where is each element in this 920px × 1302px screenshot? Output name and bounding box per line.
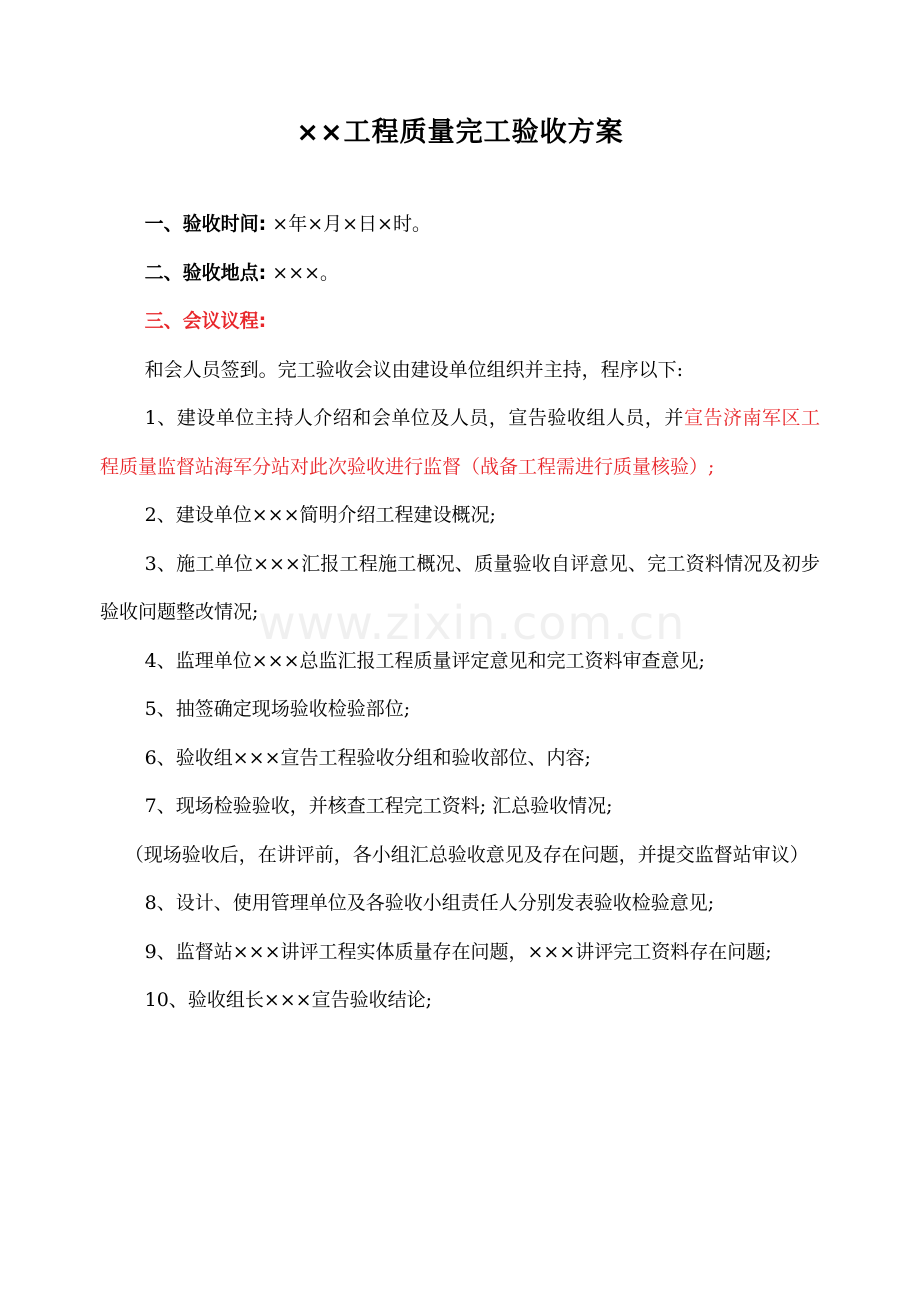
agenda-item-8: 8、设计、使用管理单位及各验收小组责任人分别发表验收检验意见; [144,892,715,914]
agenda-item-7: 7、现场检验验收，并核查工程完工资料; 汇总验收情况; [144,795,613,817]
section-value: ×××。 [272,261,340,284]
agenda-note: （现场验收后，在讲评前，各小组汇总验收意见及存在问题，并提交监督站审议） [124,843,809,866]
section-value: ×年×月×日×时。 [272,213,431,235]
section-acceptance-time [100,200,820,249]
watermark: www.zixin.com.cn [258,596,686,650]
document-body [100,200,820,1025]
section-acceptance-location [100,249,820,298]
section-label: 一、验收时间: [144,213,267,235]
agenda-item-9: 9、监督站×××讲评工程实体质量存在问题，×××讲评完工资料存在问题; [144,940,772,963]
agenda-item-2: 2、建设单位×××简明介绍工程建设概况; [144,504,496,526]
agenda-item-1 [100,394,820,491]
section-label: 二、验收地点: [144,261,267,284]
agenda-item-highlight: 宣告济南军区工程质量监督站海军分站对此次验收进行监督（战备工程需进行质量核验）; [100,407,820,478]
section-label: 三、会议议程: [144,310,267,332]
agenda-item-3: 3、施工单位×××汇报工程施工概况、质量验收自评意见、完工资料情况及初步验收问题整改情况; [100,552,820,623]
agenda-item-6: 6、验收组×××宣告工程验收分组和验收部位、内容; [144,746,591,769]
agenda-item-5: 5、抽签确定现场验收检验部位; [144,698,411,720]
agenda-intro: 和会人员签到。完工验收会议由建设单位组织并主持，程序以下: [144,358,684,381]
agenda-item-10: 10、验收组长×××宣告验收结论; [144,989,432,1011]
agenda-item-4: 4、监理单位×××总监汇报工程质量评定意见和完工资料审查意见; [144,649,705,672]
section-meeting-agenda [100,297,820,346]
document-title: ××工程质量完工验收方案 [296,117,624,148]
agenda-item-text: 1、建设单位主持人介绍和会单位及人员，宣告验收组人员，并 [144,407,684,429]
